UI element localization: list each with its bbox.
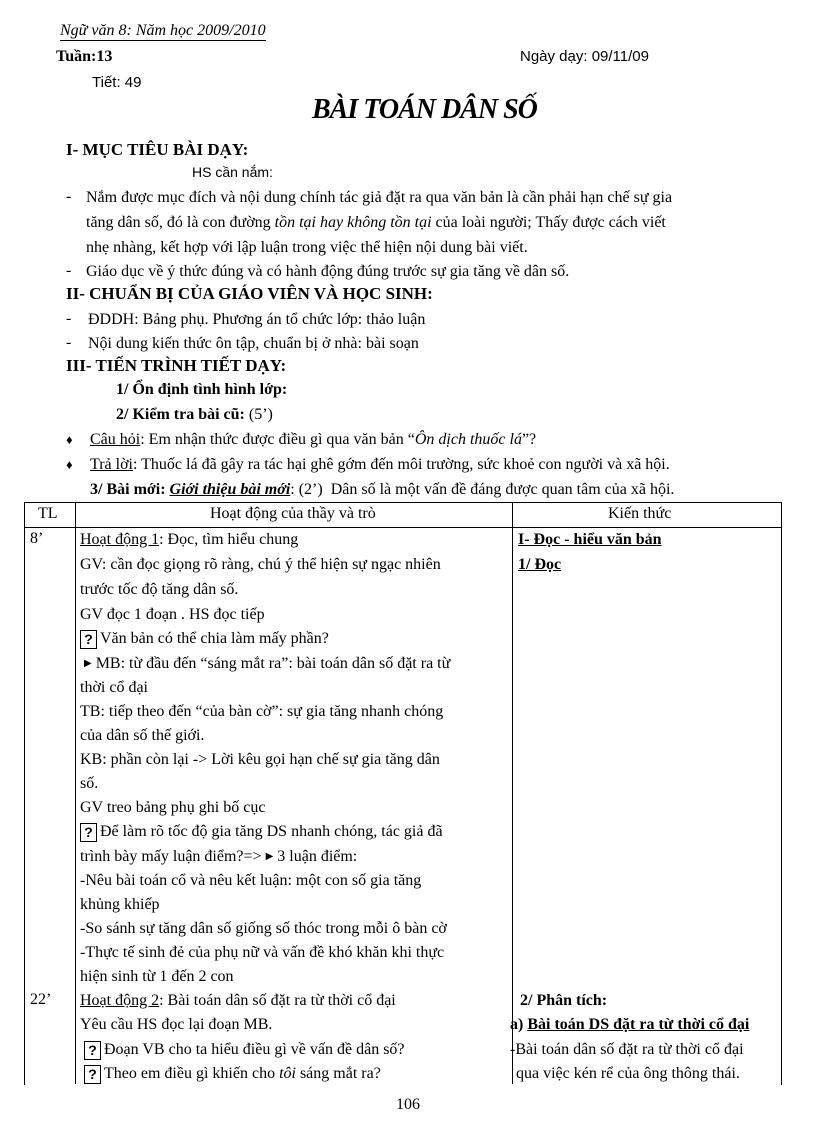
step2-time: (5’): [248, 406, 273, 423]
row1-question2-b: [80, 845, 357, 869]
row1-line: -Thực tế sinh đẻ của phụ nữ và vấn đề khó khăn khi thực: [80, 944, 445, 961]
text: trình bày mấy luận điểm?=>: [80, 848, 262, 865]
new-lesson-intro: [90, 478, 674, 502]
text: của loài người; Thấy được cách viết: [431, 214, 666, 231]
question-icon: ?: [80, 630, 97, 649]
section1-item2: Giáo dục về ý thức đúng và có hành động đúng trước sự gia tăng về dân số.: [86, 263, 570, 280]
question-icon: ?: [80, 823, 97, 842]
row2-question1: [84, 1038, 405, 1062]
activity-title-label: Hoạt động 1: [80, 531, 160, 548]
row1-line: khủng khiếp: [80, 896, 160, 913]
arrow-icon: ▶: [265, 851, 274, 863]
section1-item1-c: nhẹ nhàng, kết hợp với lập luận trong việc thể hiện nội dung bài viết.: [86, 239, 528, 256]
week-label: Tuần:: [56, 48, 97, 65]
step3-label: 3/ Bài mới:: [90, 481, 166, 498]
row1-line: hiện sinh từ 1 đến 2 con: [80, 968, 234, 985]
answer-label: Trả lời: [90, 456, 133, 473]
row2-line1: Yêu cầu HS đọc lại đoạn MB.: [80, 1016, 273, 1033]
text: Văn bản có thể chia làm mấy phần?: [100, 630, 329, 647]
row2-activity-title: [80, 989, 396, 1013]
question-label: Câu hỏi: [90, 431, 141, 448]
emphasis: Ôn dịch thuốc lá: [414, 431, 522, 448]
page-title: BÀI TOÁN DÂN SỐ: [312, 94, 537, 125]
text: : Thuốc lá đã gây ra tác hại ghê gớm đến môi trường, sức khoẻ con người và xã hội.: [133, 456, 670, 473]
old-lesson-answer: [90, 453, 670, 477]
col-header-tl: TL: [38, 505, 58, 522]
old-lesson-question: [90, 428, 536, 452]
section1-intro: HS cần nắm:: [192, 164, 273, 180]
col-header-knowledge: Kiến thức: [608, 505, 672, 522]
section3-heading: III- TIẾN TRÌNH TIẾT DẠY:: [66, 356, 287, 375]
row1-line: -So sánh sự tăng dân số giống số thóc trong mỗi ô bàn cờ: [80, 920, 447, 937]
step1: 1/ Ổn định tình hình lớp:: [116, 381, 288, 398]
emphasis: tồn tại hay không tồn tại: [274, 214, 432, 231]
knowledge-line2: qua việc kén rể của ông thông thái.: [516, 1065, 740, 1082]
table-col-divider-1: [75, 502, 76, 1084]
lesson-number: Tiết: 49: [92, 74, 142, 91]
step2-label: 2/ Kiểm tra bài cũ:: [116, 406, 245, 423]
dash-icon: -: [66, 334, 72, 351]
text: : Bài toán dân số đặt ra từ thời cổ đại: [159, 992, 396, 1009]
row1-question2-a: [80, 820, 443, 844]
row1-line: số.: [80, 775, 99, 792]
text: Theo em điều gì khiến cho: [104, 1065, 280, 1082]
page-number: 106: [396, 1096, 420, 1113]
col-header-activity: Hoạt động của thầy và trò: [210, 505, 376, 522]
knowledge-point-a: [510, 1013, 749, 1037]
row2-question2: [84, 1062, 381, 1086]
row1-line: TB: tiếp theo đến “của bàn cờ”: sự gia tăng nhanh chóng: [80, 703, 444, 720]
row1-line: -Nêu bài toán cổ và nêu kết luận: một con số gia tăng: [80, 872, 422, 889]
text: Để làm rõ tốc độ gia tăng DS nhanh chóng, tác giả đã: [100, 823, 443, 840]
text: MB: từ đầu đến “sáng mắt ra”: bài toán dân số đặt ra từ: [95, 655, 451, 672]
text: : Đọc, tìm hiểu chung: [159, 531, 299, 548]
knowledge-line1: -Bài toán dân số đặt ra từ thời cổ đại: [510, 1041, 744, 1058]
step2: [116, 406, 273, 424]
knowledge-analysis: 2/ Phân tích:: [520, 992, 608, 1009]
question-icon: ?: [84, 1065, 101, 1084]
row1-line: GV: cần đọc giọng rõ ràng, chú ý thể hiện sự ngạc nhiên: [80, 556, 441, 573]
row2-time: 22’: [30, 991, 52, 1008]
dash-icon: -: [66, 262, 72, 279]
section2-item2: Nội dung kiến thức ôn tập, chuẩn bị ở nhà: bài soạn: [88, 335, 419, 352]
arrow-icon: ▶: [84, 658, 92, 670]
dash-icon: -: [66, 188, 72, 205]
emphasis: tôi: [279, 1065, 296, 1082]
row1-answer1-b: thời cổ đại: [80, 679, 148, 696]
table-col-divider-2: [512, 502, 513, 1084]
week: [56, 48, 112, 66]
text: : Em nhận thức được điều gì qua văn bản “: [140, 431, 415, 448]
section2-item1: ĐDDH: Bảng phụ. Phương án tổ chức lớp: thảo luận: [88, 311, 426, 328]
teaching-date: Ngày dạy: 09/11/09: [520, 48, 649, 65]
activity-title-label: Hoạt động 2: [80, 992, 160, 1009]
text: sáng mắt ra?: [295, 1065, 381, 1082]
text: Đoạn VB cho ta hiểu điều gì về vấn đề dân số?: [104, 1041, 405, 1058]
row1-line: GV đọc 1 đoạn . HS đọc tiếp: [80, 606, 265, 623]
week-value: 13: [96, 48, 113, 65]
row1-line: của dân số thế giới.: [80, 727, 205, 744]
row1-activity-title: [80, 528, 298, 552]
text: ”?: [521, 431, 537, 448]
intro-label: Giới thiệu bài mới: [169, 481, 291, 498]
diamond-bullet-icon: ♦: [66, 432, 73, 447]
text: 3 luận điểm:: [277, 848, 358, 865]
intro-text: Dân số là một vấn đề đáng được quan tâm của xã hội.: [330, 481, 675, 498]
row1-line: trước tốc độ tăng dân số.: [80, 581, 239, 598]
text: Bài toán DS đặt ra từ thời cổ đại: [527, 1016, 750, 1033]
subject-year: Ngữ văn 8: Năm học 2009/2010: [60, 22, 266, 39]
intro-time: : (2’): [290, 481, 323, 498]
text: tăng dân số, đó là con đường: [86, 214, 275, 231]
knowledge-title: I- Đọc - hiểu văn bản: [518, 531, 662, 548]
prefix: a): [510, 1016, 528, 1033]
row1-time: 8’: [30, 530, 44, 547]
section2-heading: II- CHUẨN BỊ CỦA GIÁO VIÊN VÀ HỌC SINH:: [66, 284, 433, 303]
row1-question1: [80, 627, 329, 651]
dash-icon: -: [66, 310, 72, 327]
section1-item1-b: [86, 211, 666, 235]
row1-answer1-a: [84, 652, 450, 676]
section1-item1-a: Nắm được mục đích và nội dung chính tác giả đặt ra qua văn bản là cần phải hạn chế sự gia: [86, 189, 673, 206]
section1-heading: I- MỤC TIÊU BÀI DẠY:: [66, 140, 249, 159]
diamond-bullet-icon: ♦: [66, 457, 73, 472]
knowledge-reading: 1/ Đọc: [518, 556, 562, 573]
question-icon: ?: [84, 1041, 101, 1060]
row1-line: GV treo bảng phụ ghi bố cục: [80, 799, 266, 816]
row1-line: KB: phần còn lại -> Lời kêu gọi hạn chế sự gia tăng dân: [80, 751, 440, 768]
